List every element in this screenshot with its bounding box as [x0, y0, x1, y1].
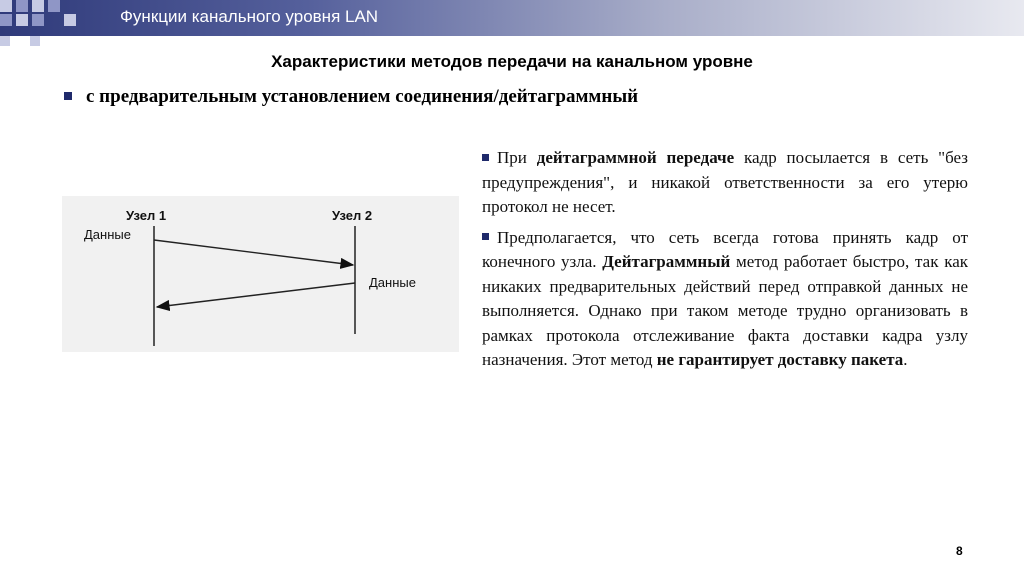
- arrow-to-node1: [157, 283, 355, 307]
- page-number: 8: [956, 544, 963, 558]
- diagram-svg: [62, 196, 459, 352]
- p2-body: [482, 228, 968, 370]
- node1-label: Узел 1: [126, 208, 167, 223]
- data-right-label: Данные: [369, 275, 416, 290]
- bullet-square-icon: [482, 233, 489, 240]
- slide-header-title: Функции канального уровня LAN: [120, 7, 379, 26]
- decor-square: [32, 0, 44, 12]
- decor-square: [0, 14, 12, 26]
- decor-square: [48, 0, 60, 12]
- text-run: не гарантирует доставку пакета: [656, 350, 904, 369]
- decor-square: [32, 14, 44, 26]
- decor-square: [0, 36, 10, 46]
- bullet-square-icon: [64, 92, 72, 100]
- main-bullet-text: с предварительным установлением соединения/дейтаграммный: [86, 86, 639, 107]
- description-text: [482, 146, 968, 379]
- text-run: Дейтаграммный: [602, 252, 731, 271]
- data-left-label: Данные: [84, 227, 131, 242]
- p1-body: [482, 148, 968, 216]
- text-run: При: [497, 148, 537, 167]
- text-run: метод работает быстро, так как никаких предварительных действий перед отправкой данных не выполняется. Однако при таком методе трудно организовать в рамках протокола отслеживание факта доставки кадра узлу назначения. Этот метод: [482, 252, 968, 369]
- paragraph-2: [482, 226, 968, 373]
- text-run: Предполагается, что сеть всегда готова принять кадр от конечного узла.: [482, 227, 968, 271]
- slide-subtitle: Характеристики методов передачи на канальном уровне: [271, 52, 753, 71]
- main-bullet: [64, 86, 638, 108]
- text-run: кадр посылается в сеть "без предупреждения", и никакой ответственности за его утерю протокол не несет.: [482, 148, 969, 216]
- header-band: [0, 0, 1024, 36]
- text-run: .: [903, 350, 908, 369]
- decor-square: [16, 14, 28, 26]
- decor-square: [64, 14, 76, 26]
- arrow-to-node2: [154, 240, 353, 265]
- decor-square: [0, 0, 12, 12]
- paragraph-1: [482, 146, 968, 220]
- decor-square: [16, 0, 28, 12]
- decor-square: [30, 36, 40, 46]
- node2-label: Узел 2: [332, 208, 373, 223]
- bullet-square-icon: [482, 154, 489, 161]
- datagram-diagram: [62, 196, 459, 352]
- text-run: дейтаграммной передаче: [536, 148, 735, 167]
